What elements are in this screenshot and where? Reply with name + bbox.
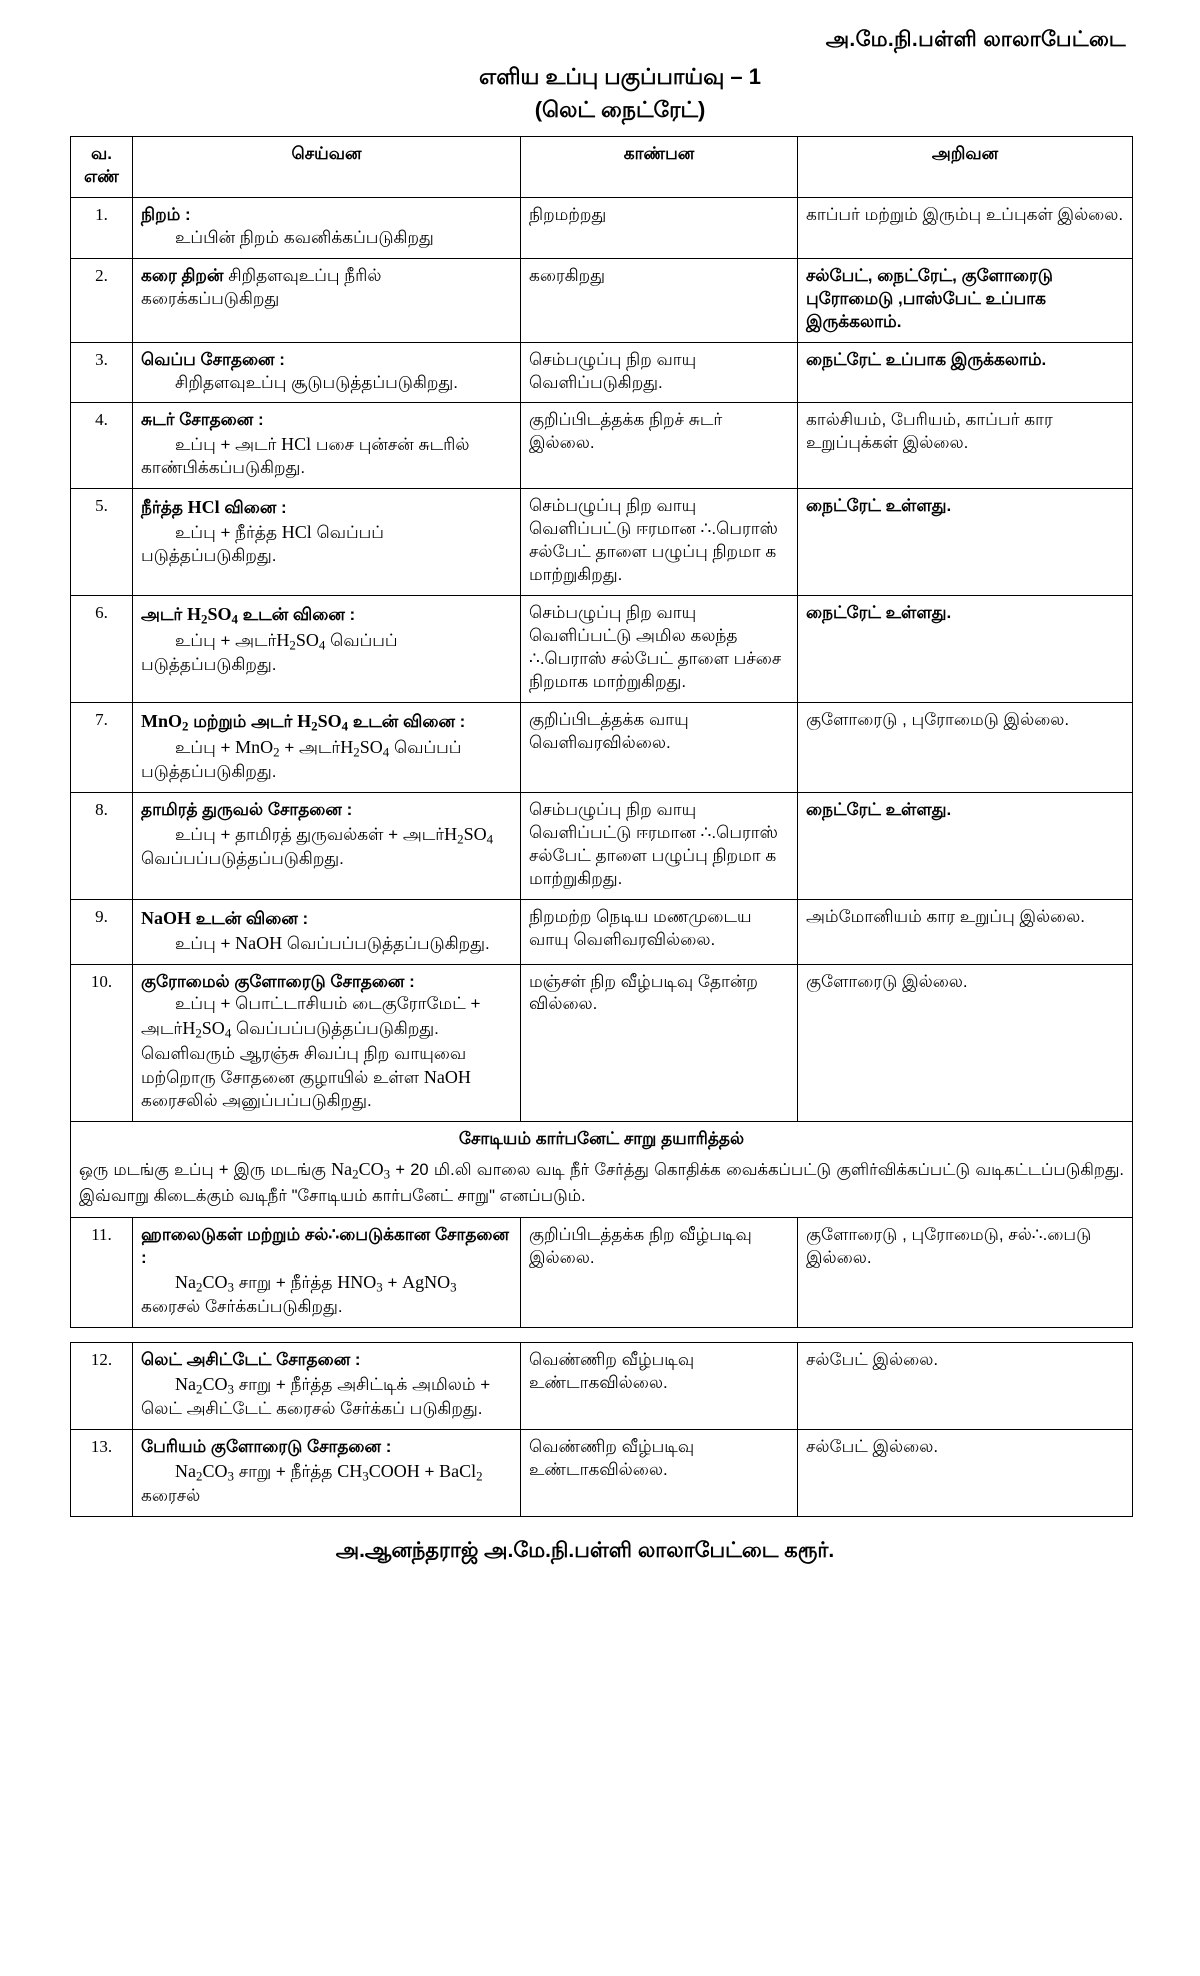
procedure-title: NaOH உடன் வினை : [141,907,309,928]
row-observation: மஞ்சள் நிற வீழ்படிவு தோன்ற வில்லை. [521,964,798,1122]
procedure-line: உப்பு + பொட்டாசியம் டைகுரோமேட் + $அடர்H_2SO_4$ வெப்பப்படுத்தப்படுகிறது. வெளிவரும் ஆரஞ்சு சிவப்பு நிற வாயுவை மற்றொரு சோதனை குழாயில் உள்ள NaOH கரைசலில் அனுப்பப்படுகிறது. [141,994,481,1111]
table-row [71,792,1133,899]
row-observation: நிறமற்ற நெடிய மணமுடைய வாயு வெளிவரவில்லை. [521,899,798,964]
procedure-title: லெட் அசிட்டேட் சோதனை : [141,1349,361,1369]
footer-author: அ.ஆனந்தராஜ் அ.மே.நி.பள்ளி லாலாபேட்டை கரூர். [335,1538,835,1562]
row-inference: காப்பர் மற்றும் இரும்பு உப்புகள் இல்லை. [798,197,1133,258]
document-title: எளிய உப்பு பகுப்பாய்வு – 1 [479,64,761,89]
procedure-title: ஹாலைடுகள் மற்றும் சல்∴பைடுக்கான சோதனை : [141,1225,509,1267]
table-row [71,1218,1133,1328]
procedure-title: MnO$_2$ மற்றும் அடர் $H_2SO_4$ உடன் வினை : [141,710,466,734]
procedure-title: நிறம் : [141,204,191,224]
table-row [71,1342,1133,1429]
row-procedure [133,1342,521,1429]
row-observation: செம்பழுப்பு நிற வாயு வெளிப்பட்டு ஈரமான ∴.பெராஸ் சல்பேட் தாளை பழுப்பு நிறமா க மாற்றுகிறது. [521,489,798,596]
row-number: 11. [71,1218,133,1328]
row-number: 13. [71,1429,133,1516]
row-inference: நைட்ரேட் உள்ளது. [798,489,1133,596]
row-inference: சல்பேட் இல்லை. [798,1429,1133,1516]
row-number: 1. [71,197,133,258]
procedure-line: உப்பு + தாமிரத் துருவல்கள் + $அடர்H_2SO_4$ வெப்பப்படுத்தப்படுகிறது. [141,823,494,868]
row-observation: செம்பழுப்பு நிற வாயு வெளிப்பட்டு ஈரமான ∴.பெராஸ் சல்பேட் தாளை பழுப்பு நிறமா க மாற்றுகிறது. [521,792,798,899]
column-header-inference: அறிவன [798,137,1133,198]
row-inference: நைட்ரேட் உள்ளது. [798,792,1133,899]
table-row [71,964,1133,1122]
table-row [71,258,1133,342]
procedure-line: $Na_2CO_3$ சாறு + நீர்த்த அசிட்டிக் அமிலம் + லெட் அசிட்டேட் கரைசல் சேர்க்கப் படுகிறது. [141,1373,491,1419]
document-subtitle: (லெட் நைட்ரேட்) [534,97,706,122]
procedure-line: சிறிதளவுஉப்பு நீரில் [228,265,382,285]
row-procedure [133,197,521,258]
row-procedure [133,792,521,899]
table-row [71,596,1133,703]
row-procedure [133,489,521,596]
procedure-title: கரை திறன் [141,265,224,285]
procedure-line: $Na_2CO_3$ சாறு + நீர்த்த $CH_3COOH$ + BaCl$_2$ கரைசல் [141,1460,483,1506]
row-number: 4. [71,403,133,489]
row-procedure [133,342,521,403]
column-header-sno: வ. எண் [71,137,133,198]
table-row [71,403,1133,489]
procedure-title: குரோமைல் குளோரைடு சோதனை : [141,971,415,991]
row-observation: குறிப்பிடத்தக்க நிறச் சுடர் இல்லை. [521,403,798,489]
row-number: 3. [71,342,133,403]
row-observation: கரைகிறது [521,258,798,342]
row-inference: அம்மோனியம் கார உறுப்பு இல்லை. [798,899,1133,964]
procedure-line: உப்பு + அடர் HCl பசை புன்சன் சுடரில் காண்பிக்கப்படுகிறது. [141,434,470,478]
row-inference: குளோரைடு , புரோமைடு, சல்∴.பைடு இல்லை. [798,1218,1133,1328]
row-number: 12. [71,1342,133,1429]
procedure-line: உப்பு + $MnO_2 + அடர்H_2SO_4$ வெப்பப் படுத்தப்படுகிறது. [141,736,462,781]
row-inference: சல்பேட் இல்லை. [798,1342,1133,1429]
row-number: 6. [71,596,133,703]
row-number: 10. [71,964,133,1122]
row-observation: செம்பழுப்பு நிற வாயு வெளிப்படுகிறது. [521,342,798,403]
row-inference: நைட்ரேட் உள்ளது. [798,596,1133,703]
procedure-title: தாமிரத் துருவல் சோதனை : [141,799,353,819]
row-procedure [133,899,521,964]
salt-analysis-table-part2 [70,1342,1133,1517]
procedure-line: உப்பு + நீர்த்த HCl வெப்பப் படுத்தப்படுகிறது. [141,522,384,566]
row-inference: சல்பேட், நைட்ரேட், குளோரைடு புரோமைடு ,பாஸ்பேட் உப்பாக இருக்கலாம். [798,258,1133,342]
procedure-line: சிறிதளவுஉப்பு சூடுபடுத்தப்படுகிறது. [175,372,458,392]
row-number: 9. [71,899,133,964]
row-observation: குறிப்பிடத்தக்க வாயு வெளிவரவில்லை. [521,702,798,792]
row-procedure [133,702,521,792]
procedure-title: வெப்ப சோதனை : [141,349,285,369]
table-row [71,702,1133,792]
row-inference: குளோரைடு இல்லை. [798,964,1133,1122]
row-number: 2. [71,258,133,342]
procedure-title: சுடர் சோதனை : [141,410,264,430]
sodium-carbonate-note [71,1122,1133,1218]
table-row [71,342,1133,403]
row-inference: குளோரைடு , புரோமைடு இல்லை. [798,702,1133,792]
row-number: 5. [71,489,133,596]
row-inference: நைட்ரேட் உப்பாக இருக்கலாம். [798,342,1133,403]
note-body: ஒரு மடங்கு உப்பு + இரு மடங்கு $Na_2CO_3 + 20$ மி.லி வாலை வடி நீர் சேர்த்து கொதிக்க வைக்கப்பட்டு குளிர்விக்கப்பட்டு வடிகட்டப்படுகிறது. இவ்வாறு கிடைக்கும் வடிநீர் "சோடியம் கார்பனேட் சாறு" எனப்படும். [79,1159,1124,1206]
procedure-title: பேரியம் குளோரைடு சோதனை : [141,1436,392,1456]
table-row [71,197,1133,258]
table-row [71,899,1133,964]
note-cell [71,1122,1133,1218]
row-observation: வெண்ணிற வீழ்படிவு உண்டாகவில்லை. [521,1342,798,1429]
salt-analysis-table-part1 [70,136,1133,1328]
row-observation: செம்பழுப்பு நிற வாயு வெளிப்பட்டு அமில கலந்த ∴.பெராஸ் சல்பேட் தாளை பச்சை நிறமாக மாற்றுகிறது. [521,596,798,703]
table-row [71,1429,1133,1516]
row-observation: நிறமற்றது [521,197,798,258]
column-header-procedure: செய்வன [133,137,521,198]
table-row [71,489,1133,596]
column-header-observation: காண்பன [521,137,798,198]
procedure-title: நீர்த்த HCl வினை : [141,497,287,518]
procedure-line: கரைக்கப்படுகிறது [141,288,280,308]
row-number: 7. [71,702,133,792]
note-title: சோடியம் கார்பனேட் சாறு தயாரித்தல் [458,1129,745,1149]
row-number: 8. [71,792,133,899]
row-procedure [133,596,521,703]
table-gap [70,1328,1130,1342]
procedure-line: உப்பு + NaOH வெப்பப்படுத்தப்படுகிறது. [175,932,490,953]
row-procedure [133,258,521,342]
row-procedure [133,964,521,1122]
row-inference: கால்சியம், பேரியம், காப்பர் கார உறுப்புக்கள் இல்லை. [798,403,1133,489]
school-name: அ.மே.நி.பள்ளி லாலாபேட்டை [825,28,1126,51]
row-observation: வெண்ணிற வீழ்படிவு உண்டாகவில்லை. [521,1429,798,1516]
row-observation: குறிப்பிடத்தக்க நிற வீழ்படிவு இல்லை. [521,1218,798,1328]
row-procedure [133,1429,521,1516]
procedure-line: உப்பு + $அடர்H_2SO_4$ வெப்பப் படுத்தப்படுகிறது. [141,630,398,675]
row-procedure [133,403,521,489]
procedure-title: அடர் $H_2SO_4$ உடன் வினை : [141,604,356,627]
table-header-row [71,137,1133,198]
row-procedure [133,1218,521,1328]
procedure-line: $Na_2CO_3$ சாறு + நீர்த்த $HNO_3$ + AgNO$_3$ கரைசல் சேர்க்கப்படுகிறது. [141,1271,457,1317]
procedure-line: உப்பின் நிறம் கவனிக்கப்படுகிறது [175,227,434,247]
